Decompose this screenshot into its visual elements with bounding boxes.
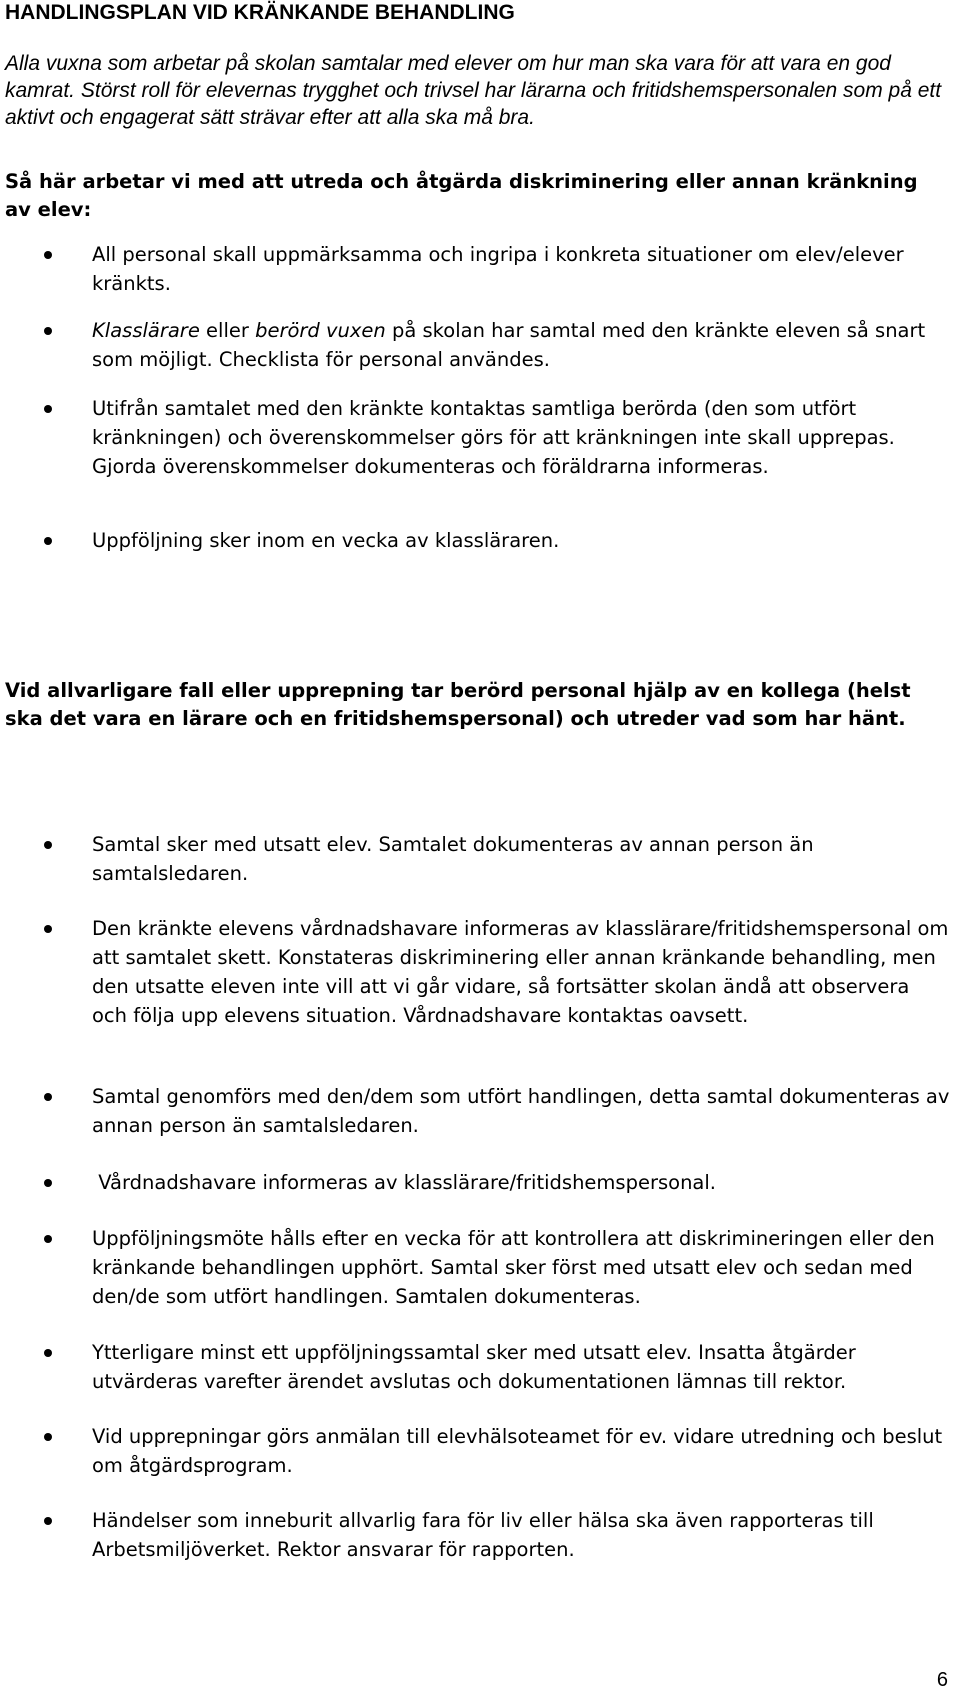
list-item-text: Händelser som inneburit allvarlig fara för liv eller hälsa ska även rapporteras till Arbetsmiljöverket. Rektor ansvarar för rapporten. — [92, 1509, 874, 1561]
bullet-icon — [44, 251, 52, 259]
bullet-icon — [44, 1349, 52, 1357]
list-item-text: Den kränkte elevens vårdnadshavare informeras av klasslärare/fritidshemspersonal om att samtalet skett. Konstateras diskriminering eller annan kränkande behandling, men den utsatte eleven inte vill att vi går vidare, så fortsätter skolan ändå att observera och följa upp elevens situation. Vårdnadshavare kontaktas oavsett. — [92, 917, 949, 1027]
page-title: HANDLINGSPLAN VID KRÄNKANDE BEHANDLING — [5, 1, 515, 24]
list-item-text: Uppföljningsmöte hålls efter en vecka för att kontrollera att diskrimineringen eller den kränkande behandlingen upphört. Samtal sker först med utsatt elev och sedan med den/de som utfört handlingen. Samtalen dokumenteras. — [92, 1227, 935, 1308]
list-item-text: Samtal genomförs med den/dem som utfört handlingen, detta samtal dokumenteras av annan person än samtalsledaren. — [92, 1085, 950, 1137]
bullet-icon — [44, 1433, 52, 1441]
bullet-icon — [44, 925, 52, 933]
bullet-icon — [44, 841, 52, 849]
bullet-icon — [44, 327, 52, 335]
intro-paragraph: Alla vuxna som arbetar på skolan samtalar med elever om hur man ska vara för att vara en god kamrat. Störst roll för elevernas trygghet och trivsel har lärarna och fritidshemspersonalen som på ett aktivt och engagerat sätt strävar efter att alla ska må bra. — [5, 52, 942, 129]
list-item-text: All personal skall uppmärksamma och ingripa i konkreta situationer om elev/elever kränkts. — [92, 243, 904, 295]
italic-term-concerned-adult: berörd vuxen — [255, 319, 386, 342]
list-item-text: Utifrån samtalet med den kränkte kontaktas samtliga berörda (den som utfört kränkningen) och överenskommelser görs för att kränkningen inte skall upprepas. Gjorda överenskommelser dokumenteras och föräldrarna informeras. — [92, 397, 895, 478]
page-number: 6 — [936, 1669, 948, 1691]
italic-term-class-teacher: Klasslärare — [92, 319, 200, 342]
bullet-icon — [44, 405, 52, 413]
bullet-icon — [44, 1179, 52, 1187]
bullet-icon — [44, 1517, 52, 1525]
bullet-icon — [44, 1235, 52, 1243]
list-item-text: Samtal sker med utsatt elev. Samtalet dokumenteras av annan person än samtalsledaren. — [92, 833, 814, 885]
section-heading-serious-cases: Vid allvarligare fall eller upprepning tar berörd personal hjälp av en kollega (helst ska det vara en lärare och en fritidshemspersonal) och utreder vad som har hänt. — [5, 679, 911, 730]
list-item-text: Uppföljning sker inom en vecka av klassläraren. — [92, 529, 560, 552]
list-item-text: Klasslärare eller berörd vuxen på skolan har samtal med den kränkte eleven så snart som möjligt. Checklista för personal användes. — [92, 319, 926, 371]
bullet-icon — [44, 1093, 52, 1101]
list-item-text: Vårdnadshavare informeras av klasslärare/fritidshemspersonal. — [92, 1171, 716, 1194]
list-item-text: Ytterligare minst ett uppföljningssamtal sker med utsatt elev. Insatta åtgärder utvärderas varefter ärendet avslutas och dokumentationen lämnas till rektor. — [92, 1341, 856, 1393]
bullet-icon — [44, 537, 52, 545]
section-heading-procedure: Så här arbetar vi med att utreda och åtgärda diskriminering eller annan kränkning av elev: — [5, 170, 918, 221]
list-item-text: Vid upprepningar görs anmälan till elevhälsoteamet för ev. vidare utredning och beslut om åtgärdsprogram. — [92, 1425, 943, 1477]
